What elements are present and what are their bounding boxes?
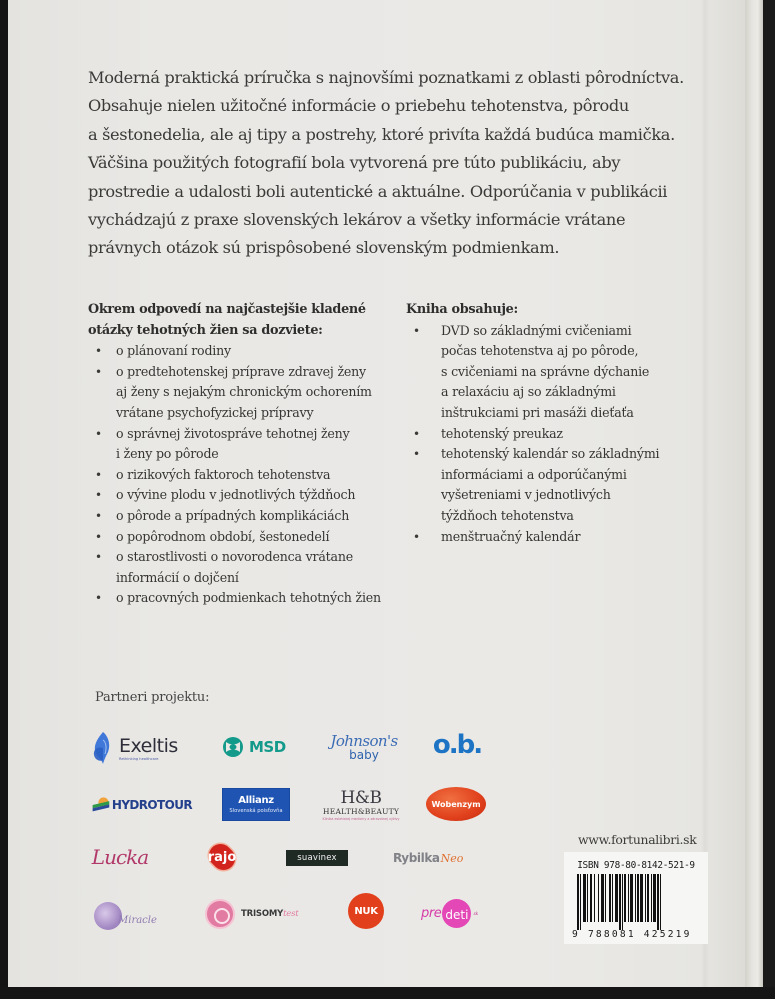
- rajo-name: rajo: [207, 849, 237, 865]
- topics-list: [88, 341, 408, 609]
- item-line: vyšetreniami v jednotlivých: [441, 487, 611, 503]
- bullet-icon: •: [413, 529, 420, 544]
- item-line: aj ženy s nejakým chronickým ochorením: [116, 384, 372, 400]
- predeti-sk: .sk: [472, 910, 479, 916]
- hydrotour-name: HYDROTOUR: [111, 798, 192, 812]
- heading-line: otázky tehotných žien sa dozviete:: [88, 322, 323, 338]
- hb-sub: HEALTH&BEAUTY: [322, 807, 400, 816]
- item-line: informácií o dojčení: [116, 569, 239, 585]
- hb-name: H&B: [340, 788, 382, 808]
- suavinex-logo: [286, 850, 348, 866]
- predeti-pre: pre: [421, 905, 442, 921]
- trisomy-sub: test: [283, 909, 299, 919]
- list-item: [88, 465, 408, 486]
- item-line: DVD so základnými cvičeniami: [441, 322, 632, 338]
- lucka-name: Lucka: [91, 845, 149, 869]
- list-item: [88, 547, 408, 588]
- list-item: [88, 362, 408, 424]
- ean-number: 9 788081 425219: [572, 929, 692, 940]
- trisomy-test-logo: [205, 896, 315, 932]
- item-line: informáciami a odporúčanými: [441, 466, 627, 482]
- isbn-barcode: [564, 852, 708, 944]
- bullet-icon: •: [95, 591, 102, 606]
- item-line: o pracovných podmienkach tehotných žien: [116, 590, 381, 606]
- intro-line: prostredie a udalosti boli autentické a aktuálne. Odporúčania v publikácii: [88, 181, 668, 201]
- rajo-logo: [201, 839, 243, 875]
- predeti-deti: deti: [445, 907, 469, 922]
- lucka-logo: [92, 840, 148, 874]
- exeltis-tagline: Rethinking healthcare: [119, 756, 159, 761]
- hb-tagline: Klinika estetickej medicíny a zdravotnej výživy: [322, 817, 400, 821]
- item-line: o pôrode a prípadných komplikáciách: [116, 507, 350, 523]
- ob-name: o.b.: [432, 730, 482, 760]
- johnsons-baby-logo: [326, 728, 402, 766]
- rybilka-name: Rybilka: [393, 851, 440, 865]
- item-line: o popôrodnom období, šestonedelí: [116, 528, 330, 544]
- bullet-icon: •: [95, 426, 102, 441]
- intro-line: Moderná praktická príručka s najnovšími poznatkami z oblasti pôrodníctva.: [88, 68, 684, 87]
- contents-column: [406, 300, 706, 547]
- nuk-name: NUK: [354, 905, 378, 917]
- publisher-url[interactable]: www.fortunalibri.sk: [578, 832, 697, 847]
- item-line: o vývine plodu v jednotlivých týždňoch: [116, 487, 356, 503]
- predeti-logo: [421, 897, 491, 929]
- msd-name: MSD: [249, 738, 286, 756]
- item-line: a relaxáciu aj so základnými: [441, 384, 616, 400]
- list-item: [406, 444, 706, 526]
- item-line: vrátane psychofyzickej prípravy: [116, 404, 314, 420]
- allianz-sub: Slovenská poisťovňa: [229, 807, 283, 814]
- intro-line: právnych otázok sú prispôsobené slovenským podmienkam.: [88, 238, 560, 258]
- miracle-name: Miracle: [118, 914, 157, 926]
- intro-line: Väčšina použitých fotografií bola vytvorená pre túto publikáciu, aby: [88, 153, 621, 173]
- item-line: týždňoch tehotenstva: [441, 507, 574, 523]
- list-item: [406, 321, 706, 424]
- trisomy-name-text: TRISOMY: [241, 909, 284, 919]
- list-item: [406, 527, 706, 548]
- bullet-icon: •: [95, 344, 102, 359]
- bullet-icon: •: [95, 488, 102, 503]
- bullet-icon: •: [95, 550, 102, 565]
- contents-heading: [406, 300, 706, 321]
- bullet-icon: •: [95, 529, 102, 544]
- item-line: inštrukciami pri masáži dieťaťa: [441, 404, 634, 420]
- bullet-icon: •: [413, 447, 420, 462]
- list-item: [88, 527, 408, 548]
- wobenzym-name: Wobenzym: [431, 799, 481, 809]
- item-line: menštruačný kalendár: [441, 528, 581, 544]
- item-line: počas tehotenstva aj po pôrode,: [441, 343, 639, 359]
- bullet-icon: •: [413, 426, 420, 441]
- hydrotour-logo: [92, 788, 192, 822]
- heading-line: Kniha obsahuje:: [406, 302, 518, 317]
- intro-line: Obsahuje nielen užitočné informácie o priebehu tehotenstva, pôrodu: [88, 96, 629, 116]
- bullet-icon: •: [95, 467, 102, 482]
- miracle-logo: [94, 896, 164, 936]
- health-beauty-logo: [313, 787, 409, 825]
- intro-line: a šestonedelia, ale aj tipy a postrehy, ktoré privíta každá budúca mamička.: [88, 124, 675, 144]
- intro-paragraph: [88, 64, 728, 263]
- contents-list: [406, 321, 706, 548]
- item-line: o správnej životospráve tehotnej ženy: [116, 425, 350, 441]
- intro-line: vychádzajú z praxe slovenských lekárov a všetky informácie vrátane: [88, 210, 626, 230]
- item-line: s cvičeniami na správne dýchanie: [441, 363, 650, 379]
- butterfly-icon: [92, 730, 114, 766]
- topics-heading: [88, 300, 408, 341]
- hydrotour-wave-icon: [92, 791, 110, 819]
- item-line: o plánovaní rodiny: [116, 343, 231, 359]
- item-line: o rizikových faktoroch tehotenstva: [116, 466, 331, 482]
- item-line: o predtehotenskej príprave zdravej ženy: [116, 363, 366, 379]
- trisomy-emblem-icon: [205, 899, 235, 929]
- nuk-logo: [348, 893, 384, 929]
- predeti-bubble: [442, 899, 471, 928]
- list-item: [88, 341, 408, 362]
- list-item: [88, 506, 408, 527]
- msd-logo: [222, 734, 290, 760]
- list-item: [406, 424, 706, 445]
- list-item: [88, 588, 408, 609]
- list-item: [88, 424, 408, 465]
- ob-logo: [434, 730, 480, 760]
- scan-border-right: [763, 0, 775, 999]
- allianz-name: Allianz: [238, 794, 274, 806]
- rybilka-sub: Neo: [440, 851, 464, 865]
- exeltis-logo: [92, 726, 192, 770]
- msd-emblem-icon: [222, 736, 244, 758]
- item-line: tehotenský preukaz: [441, 425, 563, 441]
- suavinex-name: suavinex: [297, 853, 337, 863]
- item-line: i ženy po pôrode: [116, 446, 219, 462]
- topics-column: [88, 300, 408, 609]
- exeltis-name: Exeltis: [119, 734, 178, 757]
- cover-edge: [745, 0, 763, 987]
- heading-line: Okrem odpovedí na najčastejšie kladené: [88, 302, 366, 317]
- wobenzym-logo: [426, 787, 486, 821]
- allianz-logo: [222, 788, 290, 821]
- bullet-icon: •: [413, 323, 420, 338]
- johnsons-sub: baby: [349, 747, 379, 762]
- partners-label: Partneri projektu:: [95, 690, 210, 705]
- item-line: o starostlivosti o novorodenca vrátane: [116, 549, 353, 565]
- item-line: tehotenský kalendár so základnými: [441, 446, 660, 462]
- list-item: [88, 485, 408, 506]
- trisomy-name: [241, 909, 299, 919]
- bullet-icon: •: [95, 364, 102, 379]
- isbn-number: ISBN 978-80-8142-521-9: [577, 860, 695, 871]
- bullet-icon: •: [95, 508, 102, 523]
- scan-border-bottom: [0, 987, 775, 999]
- johnsons-name: Johnson's: [330, 731, 398, 750]
- barcode-bars: [577, 874, 700, 930]
- book-back-cover: [8, 0, 763, 987]
- rybilka-neo-logo: [393, 848, 487, 868]
